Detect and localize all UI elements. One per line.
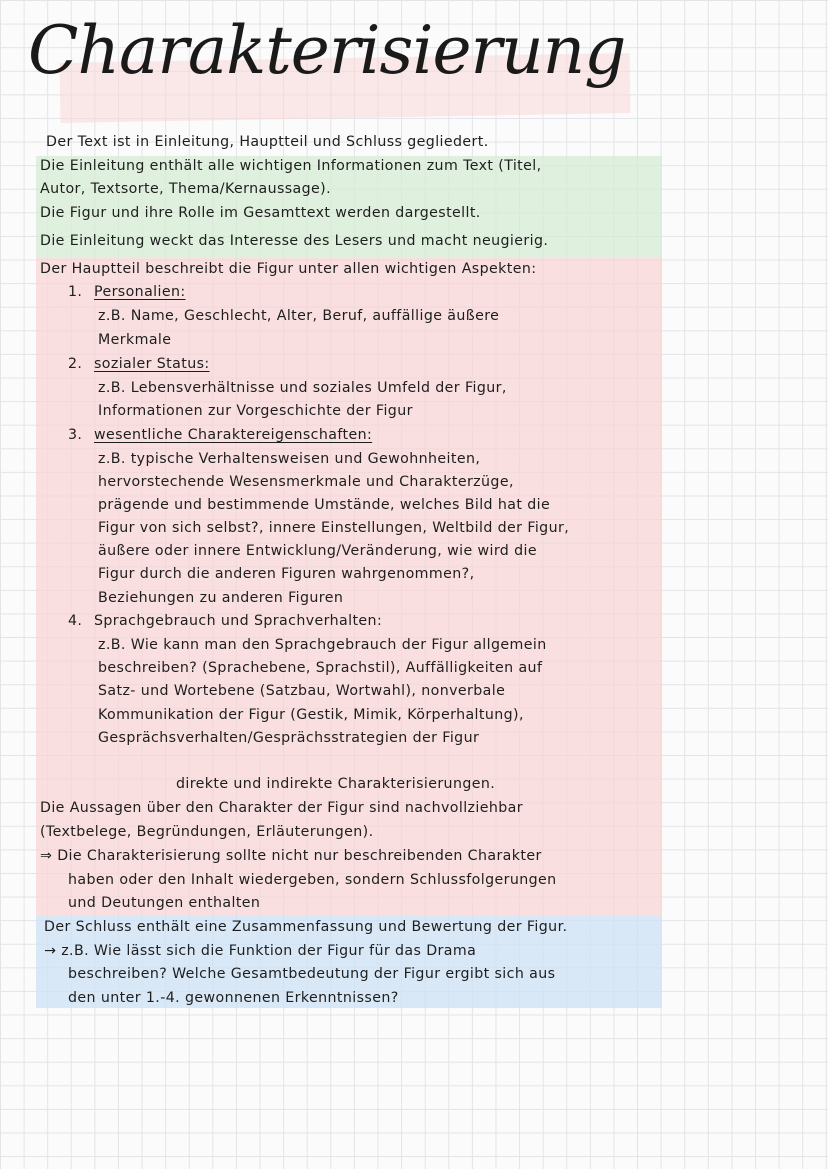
intro-line: Die Figur und ihre Rolle im Gesamttext werden dargestellt. (40, 205, 481, 221)
list-item-text: äußere oder innere Entwicklung/Veränderung, wie wird die (98, 543, 538, 559)
list-number: 2. (68, 356, 83, 372)
page-title: Charakterisierung (28, 12, 626, 89)
main-part-line: haben oder den Inhalt wiedergeben, sondern Schlussfolgerungen (68, 872, 557, 888)
main-part-line: und Deutungen enthalten (68, 895, 261, 911)
list-item-heading (68, 427, 372, 443)
conclusion-line: den unter 1.-4. gewonnenen Erkenntnissen? (68, 990, 399, 1006)
main-part-line: (Textbelege, Begründungen, Erläuterungen). (40, 824, 374, 840)
list-item-heading (68, 356, 210, 372)
main-part-line: ⇒ Die Charakterisierung sollte nicht nur beschreibenden Charakter (40, 848, 542, 864)
list-item-text: Informationen zur Vorgeschichte der Figur (98, 403, 413, 419)
list-item-text: beschreiben? (Sprachebene, Sprachstil), Auffälligkeiten auf (98, 660, 543, 676)
main-part-line: Der Hauptteil beschreibt die Figur unter allen wichtigen Aspekten: (40, 261, 537, 277)
conclusion-line: Der Schluss enthält eine Zusammenfassung und Bewertung der Figur. (44, 919, 568, 935)
list-item-text: Figur von sich selbst?, innere Einstellungen, Weltbild der Figur, (98, 520, 570, 536)
list-item-text: Gesprächsverhalten/Gesprächsstrategien der Figur (98, 730, 480, 746)
list-number: 1. (68, 284, 83, 300)
conclusion-line: → z.B. Wie lässt sich die Funktion der Figur für das Drama (44, 943, 477, 959)
list-number: 4. (68, 613, 83, 629)
list-item-text: prägende und bestimmende Umstände, welches Bild hat die (98, 497, 551, 513)
heading-sprachgebrauch: Sprachgebrauch und Sprachverhalten: (94, 613, 383, 629)
list-item-text: Satz- und Wortebene (Satzbau, Wortwahl), nonverbale (98, 683, 506, 699)
list-item-text: Kommunikation der Figur (Gestik, Mimik, Körperhaltung), (98, 707, 524, 723)
list-item-text: z.B. Name, Geschlecht, Alter, Beruf, auffällige äußere (98, 308, 500, 324)
intro-line: Die Einleitung enthält alle wichtigen Informationen zum Text (Titel, (40, 158, 542, 174)
list-item-text: Beziehungen zu anderen Figuren (98, 590, 344, 606)
conclusion-line: beschreiben? Welche Gesamtbedeutung der Figur ergibt sich aus (68, 966, 556, 982)
list-item-text: z.B. typische Verhaltensweisen und Gewohnheiten, (98, 451, 481, 467)
list-number: 3. (68, 427, 83, 443)
main-part-line: Die Aussagen über den Charakter der Figur sind nachvollziehbar (40, 800, 523, 816)
heading-charaktereigenschaften: wesentliche Charaktereigenschaften: (94, 427, 373, 443)
list-item-text: Figur durch die anderen Figuren wahrgenommen?, (98, 566, 475, 582)
intro-line: Autor, Textsorte, Thema/Kernaussage). (40, 181, 332, 197)
list-item-text: z.B. Lebensverhältnisse und soziales Umfeld der Figur, (98, 380, 507, 396)
characterization-types: direkte und indirekte Charakterisierungen. (176, 776, 496, 792)
heading-sozialer-status: sozialer Status: (94, 356, 210, 372)
list-item-text: z.B. Wie kann man den Sprachgebrauch der Figur allgemein (98, 637, 547, 653)
structure-line: Der Text ist in Einleitung, Hauptteil und Schluss gegliedert. (46, 134, 489, 150)
list-item-heading (68, 613, 382, 629)
intro-line: Die Einleitung weckt das Interesse des Lesers und macht neugierig. (40, 233, 549, 249)
heading-personalien: Personalien: (94, 284, 186, 300)
list-item-text: hervorstechende Wesensmerkmale und Charakterzüge, (98, 474, 514, 490)
list-item-heading (68, 284, 186, 300)
list-item-text: Merkmale (98, 332, 172, 348)
